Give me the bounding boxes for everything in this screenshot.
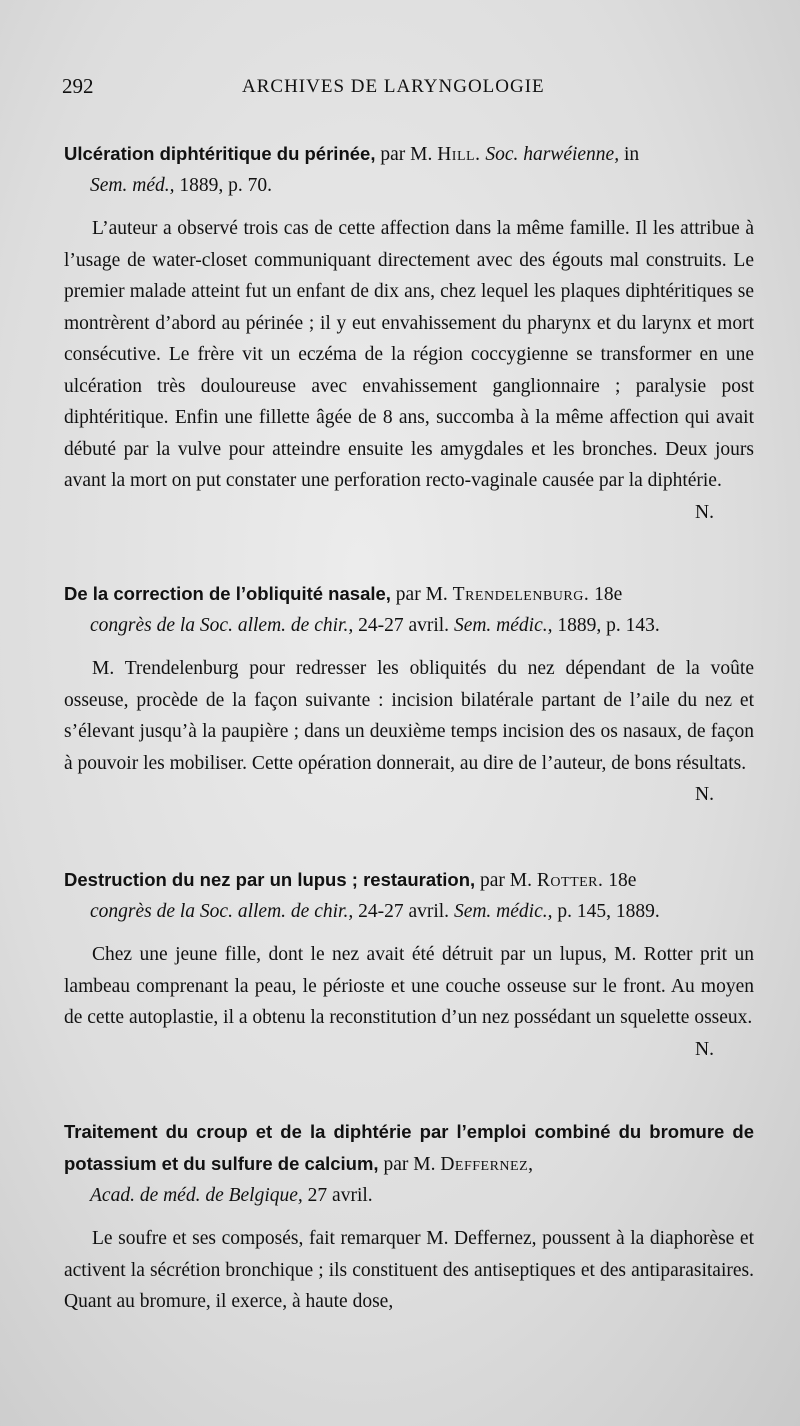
article-title-block [64,578,754,641]
article-source: congrès de la Soc. allem. de chir., [90,615,354,636]
article-signature: N. [695,1038,714,1060]
article-nasal-obliquity [64,578,754,811]
article-citation: p. 145, 1889. [557,901,660,922]
article-text: L’auteur a observé trois cas de cette affection dans la même famille. Il les attribue à l’usage de water-closet communiquant directement avec des égouts mal construits. Le premier malade atteint fut un enfant de dix ans, chez lequel les plaques diphtéritiques se montrèrent d’abord au périnée ; il y eut envahissement du pharynx et du larynx et mort consécutive. Le frère vit un eczéma de la région coccygienne se transformer en une ulcération très douloureuse avec envahissement ganglionnaire ; paralysie post diphtéritique. Enfin une fillette âgée de 8 ans, succomba à la même affection qui avait débuté par la vulve pour atteindre ensuite les amygdales et les bronches. Deux jours avant la mort on put constater une perforation recto-vaginale causée par la diphtérie. [64,218,754,491]
article-body [64,1223,754,1318]
article-by: par M. [480,870,533,891]
article-journal: Sem. méd., [90,175,175,196]
article-journal: Sem. médic., [453,901,553,922]
article-date: 27 avril. [307,1185,373,1206]
article-author: Hill. [437,144,481,165]
article-source-in: in [623,144,640,165]
article-body [64,653,754,805]
article-journal: Sem. médic., [453,615,553,636]
article-signature: N. [695,501,714,523]
article-text: Le soufre et ses composés, fait remarquer M. Deffernez, poussent à la diaphorèse et activent la sécrétion bronchique ; ils constituent des antiseptiques et des antiparasitaires. Quant au bromure, il exerce, à haute dose, [64,1228,754,1312]
article-title: Traitement du croup et de la diphtérie par l’emploi combiné du bromure de potassium et du sulfure de calcium, [64,1121,754,1174]
article-citation: 1889, p. 143. [557,615,660,636]
running-title: ARCHIVES DE LARYNGOLOGIE [242,76,545,97]
article-by: par M. [395,584,448,605]
article-source: Acad. de méd. de Belgique, [90,1185,303,1206]
article-title: De la correction de l’obliquité nasale, [64,583,391,604]
article-source: congrès de la Soc. allem. de chir., [90,901,354,922]
article-title-block [64,864,754,927]
article-text: Chez une jeune fille, dont le nez avait été détruit par un lupus, M. Rotter prit un lambeau comprenant la peau, le périoste et une couche osseuse sur le front. Au moyen de cette autoplastie, il a obtenu la reconstitution d’un nez possédant un squelette osseux. [64,944,754,1028]
article-nose-lupus [64,864,754,1065]
article-title-block [64,138,754,201]
page-number: 292 [62,74,94,98]
article-source: Soc. harwéienne, [485,144,620,165]
article-body [64,939,754,1060]
article-title-block [64,1116,754,1211]
article-diphtheritic-ulceration [64,138,754,528]
article-title: Ulcération diphtéritique du périnée, [64,143,376,164]
article-ordinal: 18e [608,870,637,891]
article-by: par M. [383,1154,436,1175]
article-title: Destruction du nez par un lupus ; restauration, [64,869,476,890]
article-croup-treatment [64,1116,754,1318]
article-signature: N. [695,784,714,805]
article-by: par M. [380,144,433,165]
article-text: M. Trendelenburg pour redresser les obliquités du nez dépendant de la voûte osseuse, procède de la façon suivante : incision bilatérale partant de l’aile du nez et s’élevant jusqu’à la paupière ; dans un deuxième temps incision des os nasaux, de façon à pouvoir les mobiliser. Cette opération donnerait, au dire de l’auteur, de bons résultats. [64,658,754,774]
article-citation: 1889, p. 70. [179,175,272,196]
article-body [64,213,754,523]
article-ordinal: 18e [594,584,623,605]
article-author: Deffernez, [440,1154,534,1175]
page-header [62,74,752,104]
article-author: Rotter. [536,870,604,891]
article-author: Trendelenburg. [452,584,590,605]
article-date: 24-27 avril. [358,615,450,636]
article-date: 24-27 avril. [358,901,450,922]
